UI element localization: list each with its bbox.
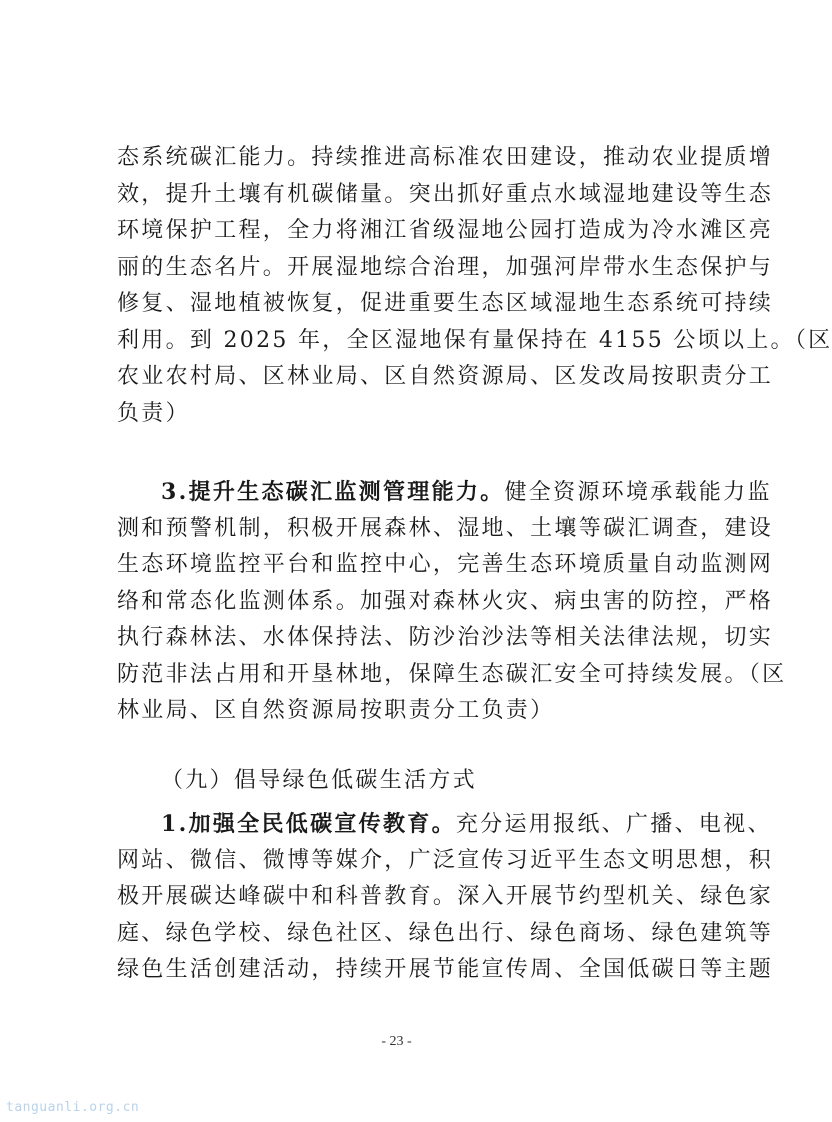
text-line: 林业局、区自然资源局按职责分工负责）: [117, 698, 555, 723]
text-line: 络和常态化监测体系。加强对森林火灾、病虫害的防控，严格: [117, 588, 774, 614]
text-line: 生态环境监控平台和监控中心，完善生态环境质量自动监测网: [117, 552, 774, 577]
paragraph-heading: 3.提升生态碳汇监测管理能力。: [161, 479, 505, 505]
text-line: 丽的生态名片。开展湿地综合治理，加强河岸带水生态保护与: [117, 254, 774, 280]
text-line: 修复、湿地植被恢复，促进重要生态区域湿地生态系统可持续: [117, 291, 774, 316]
text-line: 执行森林法、水体保持法、防沙治沙法等相关法律法规，切实: [117, 625, 774, 650]
section-heading: （九）倡导绿色低碳生活方式: [161, 768, 477, 793]
text-line: 农业农村局、区林业局、区自然资源局、区发改局按职责分工: [117, 364, 774, 389]
text-line: 利用。到 2025 年，全区湿地保有量保持在 4155 公顷以上。（区: [117, 327, 832, 353]
page-number: - 23 -: [381, 1034, 412, 1049]
paragraph-wetland: [117, 140, 832, 432]
text-line: 庭、绿色学校、绿色社区、绿色出行、绿色商场、绿色建筑等: [117, 920, 774, 946]
text-line: 绿色生活创建活动，持续开展节能宣传周、全国低碳日等主题: [117, 957, 774, 982]
paragraph-heading: 1.加强全民低碳宣传教育。: [161, 811, 456, 837]
paragraph-carbon-sink-monitoring: [117, 474, 787, 730]
text-line: 极开展碳达峰碳中和科普教育。深入开展节约型机关、绿色家: [117, 884, 774, 909]
text-line: [117, 806, 772, 843]
text-line: 网站、微信、微博等媒介，广泛宣传习近平生态文明思想，积: [117, 847, 774, 873]
paragraph-lead-text: 充分运用报纸、广播、电视、: [455, 812, 772, 837]
text-line: 环境保护工程，全力将湘江省级湿地公园打造成为冷水滩区亮: [117, 218, 774, 243]
text-line: 态系统碳汇能力。持续推进高标准农田建设，推动农业提质增: [117, 145, 774, 170]
text-line: [117, 474, 772, 511]
text-line: 效，提升土壤有机碳储量。突出抓好重点水域湿地建设等生态: [117, 181, 774, 207]
paragraph-lead-text: 健全资源环境承载能力监: [504, 480, 772, 505]
text-line: 负责）: [117, 400, 190, 426]
text-line: 测和预警机制，积极开展森林、湿地、土壤等碳汇调查，建设: [117, 515, 774, 541]
watermark: tanguanli.org.cn: [6, 1100, 140, 1115]
text-line: 防范非法占用和开垦林地，保障生态碳汇安全可持续发展。（区: [117, 661, 787, 687]
paragraph-low-carbon-education: [117, 806, 774, 989]
